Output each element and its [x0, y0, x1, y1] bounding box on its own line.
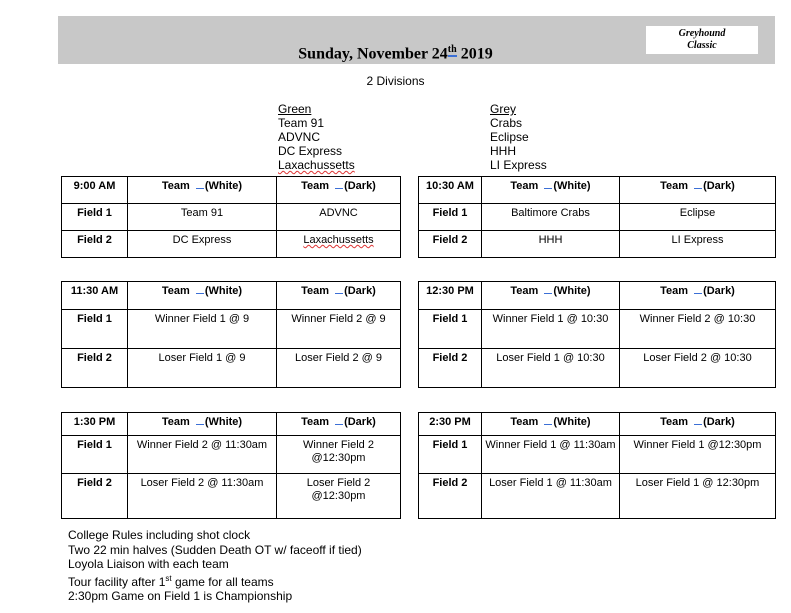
col-header-dark	[620, 282, 776, 310]
team-dark-cell: Loser Field 2 @ 10:30	[620, 349, 776, 388]
col-header-white	[128, 282, 277, 310]
col-team-label: Team	[301, 416, 330, 428]
team-dark-cell: Loser Field 2 @ 9	[277, 349, 401, 388]
team-white-cell: Loser Field 1 @ 10:30	[482, 349, 620, 388]
col-team-label: Team	[301, 180, 330, 192]
field-label: Field 1	[419, 204, 482, 231]
note-line: Two 22 min halves (Sudden Death OT w/ faceoff if tied)	[68, 542, 362, 557]
col-header-white	[482, 413, 620, 436]
team-white-cell: Loser Field 1 @ 9	[128, 349, 277, 388]
col-color-label: (Dark)	[694, 416, 735, 429]
note-line: 2:30pm Game on Field 1 is Championship	[68, 589, 293, 604]
note-line	[68, 572, 362, 590]
division-team: DC Express	[278, 144, 343, 158]
division-team: HHH	[490, 144, 516, 158]
col-team-label: Team	[301, 285, 330, 297]
division-grey	[490, 102, 547, 172]
team-name: Laxachussetts	[303, 234, 374, 246]
schedule-table-1030am	[418, 176, 776, 258]
title-sup: th	[447, 44, 457, 55]
col-team-label: Team	[660, 416, 689, 428]
col-color-label: (White)	[544, 416, 590, 429]
time-slot: 12:30 PM	[419, 282, 482, 310]
col-color-label: (Dark)	[335, 285, 376, 298]
col-team-label: Team	[510, 416, 539, 428]
schedule-table-1230pm	[418, 281, 776, 388]
schedule-table-1130am	[61, 281, 401, 388]
field-label: Field 2	[62, 349, 128, 388]
col-color-label: (White)	[196, 285, 242, 298]
team-white-cell: DC Express	[128, 231, 277, 258]
note-sup: st	[165, 573, 172, 583]
logo-line2: Classic	[687, 40, 717, 51]
team-white-cell: Winner Field 1 @ 10:30	[482, 310, 620, 349]
field-label: Field 2	[419, 474, 482, 519]
field-label: Field 2	[419, 231, 482, 258]
division-team: Team 91	[278, 116, 325, 130]
col-team-label: Team	[510, 285, 539, 297]
division-team: ADVNC	[278, 130, 321, 144]
division-name: Grey	[490, 102, 517, 116]
field-label: Field 1	[62, 204, 128, 231]
rules-notes	[68, 528, 362, 604]
col-header-white	[128, 413, 277, 436]
division-team: Eclipse	[490, 130, 529, 144]
field-label: Field 2	[62, 231, 128, 258]
col-team-label: Team	[161, 180, 190, 192]
team-dark-cell: Loser Field 1 @ 12:30pm	[620, 474, 776, 519]
col-team-label: Team	[660, 285, 689, 297]
col-color-label: (Dark)	[694, 180, 735, 193]
division-team: Crabs	[490, 116, 523, 130]
division-team: Laxachussetts	[278, 158, 355, 172]
team-white-cell: Winner Field 1 @ 9	[128, 310, 277, 349]
title-suffix: 2019	[456, 45, 493, 63]
col-color-label: (White)	[196, 180, 242, 193]
col-header-dark	[277, 282, 401, 310]
time-slot: 2:30 PM	[419, 413, 482, 436]
team-dark-cell: Winner Field 1 @12:30pm	[620, 436, 776, 474]
page-title	[0, 44, 791, 63]
division-name: Green	[278, 102, 312, 116]
col-team-label: Team	[161, 416, 190, 428]
note-line: Loyola Liaison with each team	[68, 557, 229, 572]
team-white-cell: Baltimore Crabs	[482, 204, 620, 231]
team-white-cell: HHH	[482, 231, 620, 258]
schedule-table-9am	[61, 176, 401, 258]
time-slot: 10:30 AM	[419, 177, 482, 204]
col-color-label: (Dark)	[335, 180, 376, 193]
col-color-label: (Dark)	[694, 285, 735, 298]
col-header-white	[128, 177, 277, 204]
team-dark-cell: ADVNC	[277, 204, 401, 231]
col-team-label: Team	[660, 180, 689, 192]
col-header-dark	[620, 413, 776, 436]
col-team-label: Team	[510, 180, 539, 192]
division-green	[278, 102, 355, 172]
field-label: Field 1	[419, 436, 482, 474]
field-label: Field 2	[62, 474, 128, 519]
col-color-label: (Dark)	[335, 416, 376, 429]
field-label: Field 2	[419, 349, 482, 388]
team-dark-cell: Eclipse	[620, 204, 776, 231]
col-header-white	[482, 177, 620, 204]
col-header-dark	[277, 177, 401, 204]
division-team: LI Express	[490, 158, 547, 172]
note-text: game for all teams	[171, 574, 274, 589]
field-label: Field 1	[419, 310, 482, 349]
col-header-dark	[277, 413, 401, 436]
team-white-cell: Winner Field 1 @ 11:30am	[482, 436, 620, 474]
col-color-label: (White)	[544, 285, 590, 298]
col-header-white	[482, 282, 620, 310]
note-text: Tour facility after 1	[68, 574, 166, 589]
time-slot: 11:30 AM	[62, 282, 128, 310]
team-dark-cell: Winner Field 2 @ 10:30	[620, 310, 776, 349]
note-line: College Rules including shot clock	[68, 528, 251, 542]
team-dark-cell: Loser Field 2 @12:30pm	[277, 474, 401, 519]
team-dark-cell: Winner Field 2 @ 9	[277, 310, 401, 349]
field-label: Field 1	[62, 436, 128, 474]
field-label: Field 1	[62, 310, 128, 349]
col-color-label: (White)	[544, 180, 590, 193]
team-dark-cell	[277, 231, 401, 258]
col-color-label: (White)	[196, 416, 242, 429]
col-header-dark	[620, 177, 776, 204]
schedule-table-130pm	[61, 412, 401, 519]
title-prefix: Sunday, November 24	[298, 45, 448, 63]
page-subtitle: 2 Divisions	[366, 74, 425, 88]
team-dark-cell: Winner Field 2 @12:30pm	[277, 436, 401, 474]
team-dark-cell: LI Express	[620, 231, 776, 258]
col-team-label: Team	[161, 285, 190, 297]
team-white-cell: Loser Field 2 @ 11:30am	[128, 474, 277, 519]
logo-line1: Greyhound	[678, 28, 726, 39]
team-white-cell: Team 91	[128, 204, 277, 231]
time-slot: 1:30 PM	[62, 413, 128, 436]
team-white-cell: Loser Field 1 @ 11:30am	[482, 474, 620, 519]
schedule-table-230pm	[418, 412, 776, 519]
time-slot: 9:00 AM	[62, 177, 128, 204]
team-white-cell: Winner Field 2 @ 11:30am	[128, 436, 277, 474]
